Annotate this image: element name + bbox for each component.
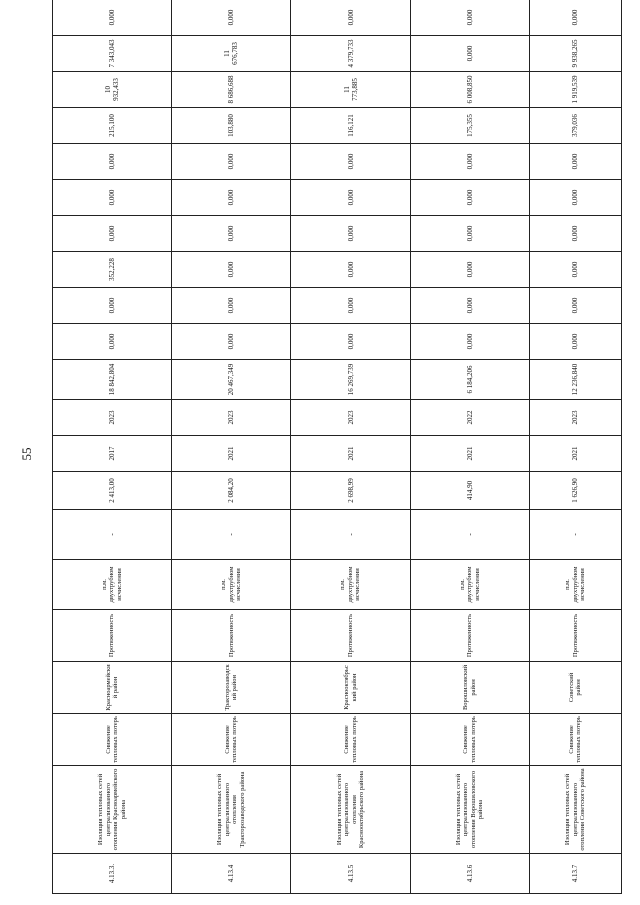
row-value: 0,000 (410, 180, 529, 216)
row-unit: п.м. двухтрубном исчислении (410, 560, 529, 610)
row-district: Красноармейский район (53, 662, 172, 714)
row-code: 4.13.4 (172, 854, 291, 894)
row-value: 0,000 (291, 288, 410, 324)
row-param: Протяженность (53, 610, 172, 662)
row-value: 0,000 (53, 0, 172, 36)
table-row (410, 0, 529, 894)
table-row (291, 0, 410, 894)
row-dash: - (410, 510, 529, 560)
row-value: 4 379,733 (291, 36, 410, 72)
row-total: 20 467,349 (172, 360, 291, 400)
row-district: Краснооктябрьский район (291, 662, 410, 714)
row-value: 0,000 (172, 180, 291, 216)
row-value: 352,228 (53, 252, 172, 288)
row-value: 0,000 (529, 216, 621, 252)
row-year-start: 2021 (529, 436, 621, 472)
row-param: Протяженность (410, 610, 529, 662)
row-value: 0,000 (53, 144, 172, 180)
row-goal: Снижение тепловых потерь (410, 714, 529, 766)
row-value: 0,000 (529, 252, 621, 288)
row-year-start: 2017 (53, 436, 172, 472)
row-value: 0,000 (410, 324, 529, 360)
row-unit: п.м. двухтрубном исчислении (53, 560, 172, 610)
row-value: 9 938,265 (529, 36, 621, 72)
row-value: 0,000 (291, 180, 410, 216)
row-name: Изоляция тепловых сетей централизованного отопления Советского района (529, 766, 621, 854)
row-code: 4.13.5 (291, 854, 410, 894)
row-value: 0,000 (529, 144, 621, 180)
row-value: 0,000 (291, 324, 410, 360)
row-code: 4.13.3. (53, 854, 172, 894)
row-year-start: 2021 (172, 436, 291, 472)
row-name: Изоляция тепловых сетей централизованного отопления Тракторозаводского района (172, 766, 291, 854)
row-value: 0,000 (410, 252, 529, 288)
row-year-end: 2023 (172, 400, 291, 436)
row-value: 215,100 (53, 108, 172, 144)
row-value: 175,355 (410, 108, 529, 144)
row-value: 0,000 (172, 324, 291, 360)
row-goal: Снижение тепловых потерь (529, 714, 621, 766)
row-value: 0,000 (53, 216, 172, 252)
row-length: 2 698,99 (291, 472, 410, 510)
row-value: 116,121 (291, 108, 410, 144)
row-value: 0,000 (53, 288, 172, 324)
row-value: 0,000 (172, 252, 291, 288)
row-value: 7 343,043 (53, 36, 172, 72)
row-value: 0,000 (53, 180, 172, 216)
table-rotation-frame (52, 9, 622, 894)
row-value: 0,000 (410, 288, 529, 324)
row-district: Советский район (529, 662, 621, 714)
row-dash: - (53, 510, 172, 560)
row-code: 4.13.6 (410, 854, 529, 894)
row-value: 0,000 (172, 216, 291, 252)
row-goal: Снижение тепловых потерь (53, 714, 172, 766)
row-value: 0,000 (410, 36, 529, 72)
row-value: 8 686,688 (172, 72, 291, 108)
row-param: Протяженность (291, 610, 410, 662)
table-row (172, 0, 291, 894)
row-name: Изоляция тепловых сетей централизованного отопления Ворошиловского района (410, 766, 529, 854)
row-value: 0,000 (172, 0, 291, 36)
row-value: 0,000 (291, 216, 410, 252)
row-dash: - (529, 510, 621, 560)
row-year-start: 2021 (291, 436, 410, 472)
row-value: 10 932,433 (53, 72, 172, 108)
row-value: 1 919,539 (529, 72, 621, 108)
row-value: 0,000 (410, 144, 529, 180)
row-total: 6 184,206 (410, 360, 529, 400)
row-year-end: 2023 (53, 400, 172, 436)
row-dash: - (172, 510, 291, 560)
row-unit: п.м. двухтрубном исчислении (529, 560, 621, 610)
row-value: 0,000 (291, 0, 410, 36)
row-total: 16 269,739 (291, 360, 410, 400)
row-param: Протяженность (529, 610, 621, 662)
row-param: Протяженность (172, 610, 291, 662)
row-year-end: 2023 (529, 400, 621, 436)
row-goal: Снижение тепловых потерь (291, 714, 410, 766)
row-district: Тракторозаводский район (172, 662, 291, 714)
row-value: 0,000 (53, 324, 172, 360)
table-rotated-wrapper (52, 9, 622, 894)
row-value: 0,000 (172, 144, 291, 180)
row-year-end: 2022 (410, 400, 529, 436)
row-value: 0,000 (291, 252, 410, 288)
row-length: 1 626,90 (529, 472, 621, 510)
row-total: 12 236,840 (529, 360, 621, 400)
page-number: 55 (19, 447, 34, 461)
row-unit: п.м. двухтрубном исчислении (291, 560, 410, 610)
row-value: 11 676,783 (172, 36, 291, 72)
row-code: 4.13.7 (529, 854, 621, 894)
row-name: Изоляция тепловых сетей централизованного отопления Красноармейского района (53, 766, 172, 854)
row-value: 0,000 (410, 0, 529, 36)
row-value: 6 008,850 (410, 72, 529, 108)
table-row (53, 0, 172, 894)
row-value: 0,000 (529, 180, 621, 216)
row-name: Изоляция тепловых сетей централизованного отопления Краснооктябрьского района (291, 766, 410, 854)
row-value: 379,036 (529, 108, 621, 144)
row-length: 414,90 (410, 472, 529, 510)
row-value: 0,000 (529, 0, 621, 36)
row-goal: Снижение тепловых потерь (172, 714, 291, 766)
row-length: 2 413,00 (53, 472, 172, 510)
row-year-end: 2023 (291, 400, 410, 436)
row-value: 103,880 (172, 108, 291, 144)
row-value: 0,000 (410, 216, 529, 252)
row-value: 11 773,885 (291, 72, 410, 108)
row-unit: п.м. двухтрубном исчислении (172, 560, 291, 610)
table-row (529, 0, 621, 894)
row-value: 0,000 (529, 288, 621, 324)
row-dash: - (291, 510, 410, 560)
row-value: 0,000 (529, 324, 621, 360)
row-district: Ворошиловский район (410, 662, 529, 714)
row-year-start: 2021 (410, 436, 529, 472)
row-length: 2 084,20 (172, 472, 291, 510)
row-value: 0,000 (172, 288, 291, 324)
row-total: 18 842,804 (53, 360, 172, 400)
row-value: 0,000 (291, 144, 410, 180)
program-measures-table (52, 0, 622, 894)
